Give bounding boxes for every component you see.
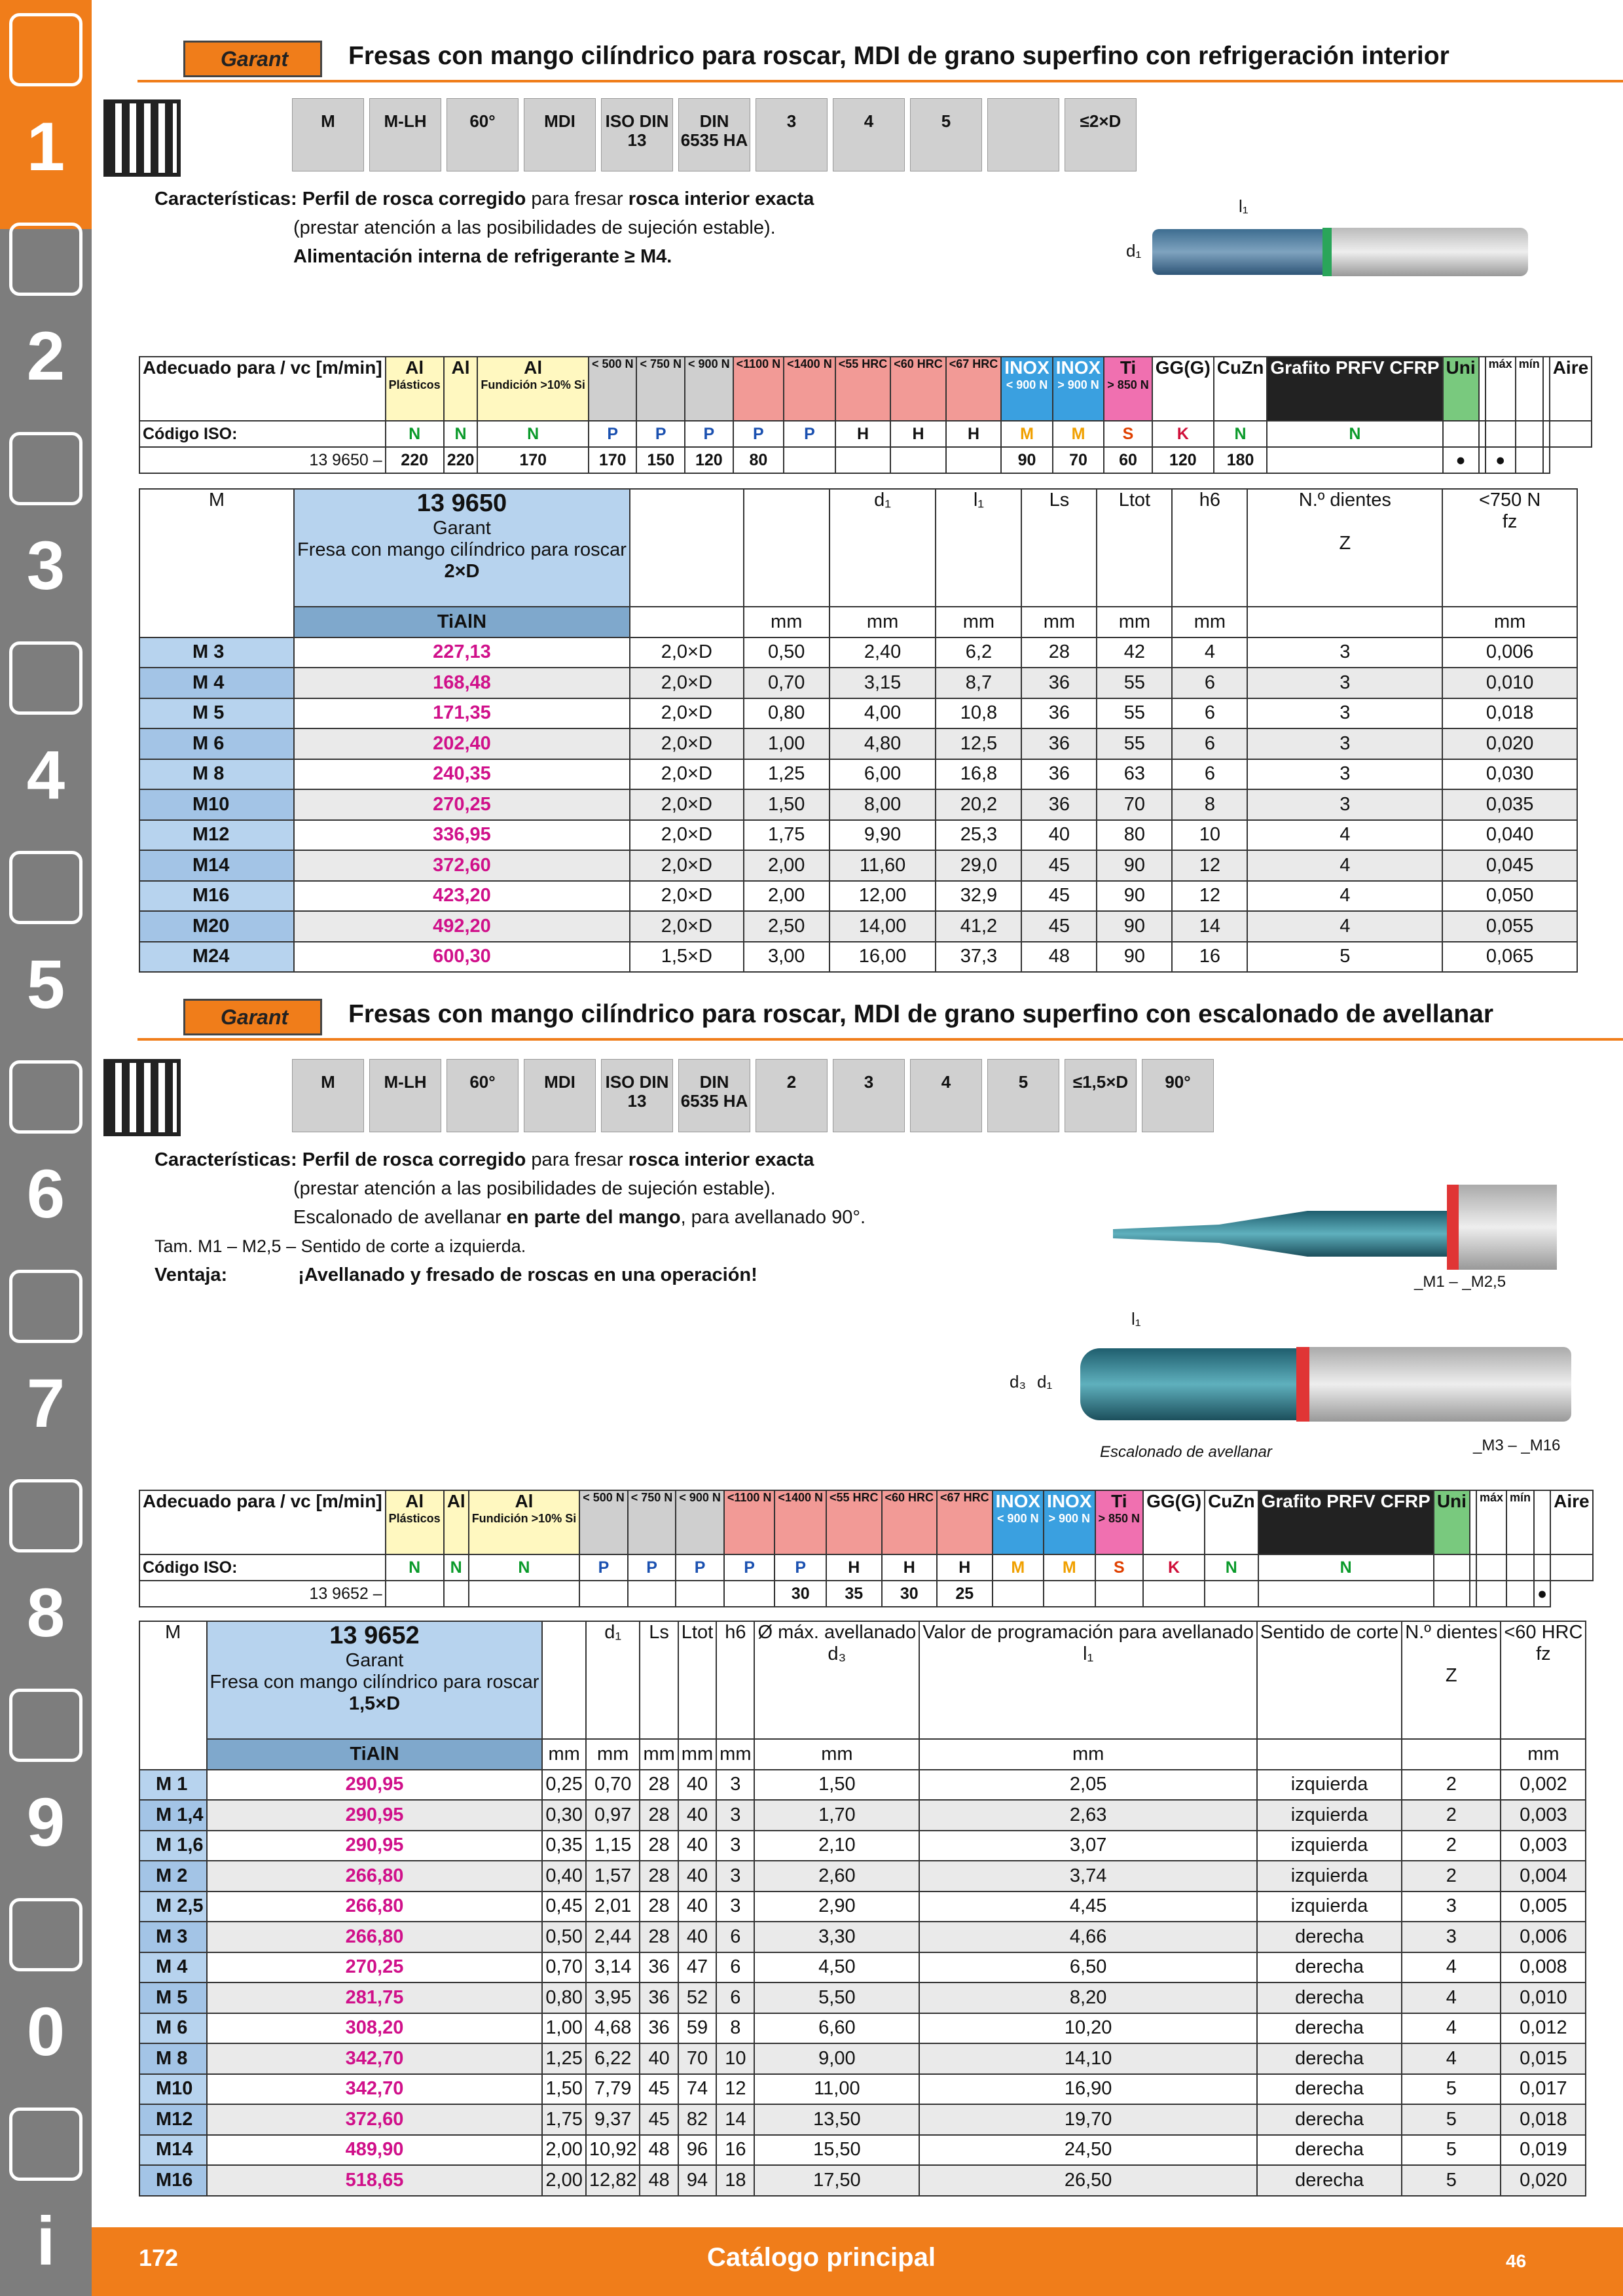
- features-block: Características: Perfil de rosca corregido para fresar rosca interior exacta (prestar atención a las posibilidades de sujeción estable). Escalonado de avellanar en parte del mango, para avellanado 90°. Tam. M1 – M2,5 – Sentido de corte a izquierda. Ventaja: ¡Avellanado y fresado de roscas en una operación!: [155, 1149, 866, 1285]
- table-row: M 5 171,35 2,0×D 0,80 4,00 10,8 36 55 6 3 0,018: [139, 698, 1577, 729]
- property-icon: 60°: [447, 1059, 519, 1132]
- property-icon: 2: [756, 1059, 828, 1132]
- chapter-5-number[interactable]: 5: [26, 946, 65, 1023]
- property-icon: [987, 98, 1059, 171]
- chapter-0-icon[interactable]: [9, 1898, 82, 1971]
- table-row: M 8 240,35 2,0×D 1,25 6,00 16,8 36 63 6 3 0,030: [139, 759, 1577, 790]
- chapter-i-icon[interactable]: [9, 2108, 82, 2181]
- garant-logo: Garant: [183, 999, 322, 1035]
- chapter-1-number[interactable]: 1: [26, 109, 65, 185]
- table-row: M14 489,90 2,00 10,92 48 96 16 15,50 24,50 derecha 5 0,019: [139, 2135, 1586, 2166]
- header-rule: [137, 1038, 1623, 1041]
- table-row: M 6 202,40 2,0×D 1,00 4,80 12,5 36 55 6 3 0,020: [139, 728, 1577, 759]
- chapter-1-icon[interactable]: [9, 13, 82, 86]
- property-icon: 4: [833, 98, 905, 171]
- table-row: M 4 270,25 0,70 3,14 36 47 6 4,50 6,50 derecha 4 0,008: [139, 1952, 1586, 1983]
- table-row: M 1,4 290,95 0,30 0,97 28 40 3 1,70 2,63 izquierda 2 0,003: [139, 1800, 1586, 1831]
- material-table-1: Adecuado para / vc [m/min] Al Plásticos Al Al Fundición >10% Si < 500 N < 750 N < 900 N <1100 N <1400 N <55 HRC <60 HRC <67 HRC INOX < 900 N INOX > 900 N Ti > 850 N GG(G) CuZn Grafito PRFV CFRP Uni máx mín Aire Código ISO: N N N P P P P P H H H M M S K N N 13 9650 – 220 220 170 170 150 120 80 90 70 60 120 180 ● ●: [139, 356, 1592, 474]
- table-row: M 8 342,70 1,25 6,22 40 70 10 9,00 14,10 derecha 4 0,015: [139, 2043, 1586, 2074]
- property-icon: ISO DIN 13: [601, 98, 673, 171]
- chapter-8-number[interactable]: 8: [26, 1575, 65, 1651]
- table-row: M12 372,60 1,75 9,37 45 82 14 13,50 19,70 derecha 5 0,018: [139, 2104, 1586, 2135]
- property-icon: M: [292, 1059, 364, 1132]
- table-row: M10 342,70 1,50 7,79 45 74 12 11,00 16,90 derecha 5 0,017: [139, 2074, 1586, 2105]
- section1-header: [137, 37, 1623, 82]
- chapter-2-icon[interactable]: [9, 223, 82, 296]
- chapter-7-icon[interactable]: [9, 1270, 82, 1343]
- table-row: M 2,5 266,80 0,45 2,01 28 40 3 2,90 4,45 izquierda 3 0,005: [139, 1892, 1586, 1922]
- property-icon: DIN 6535 HA: [678, 1059, 750, 1132]
- property-icon: 90°: [1142, 1059, 1214, 1132]
- chapter-3-icon[interactable]: [9, 432, 82, 505]
- property-icon: MDI: [524, 98, 596, 171]
- table-row: M 2 266,80 0,40 1,57 28 40 3 2,60 3,74 izquierda 2 0,004: [139, 1861, 1586, 1892]
- chapter-6-number[interactable]: 6: [26, 1156, 65, 1232]
- features-block: Características: Perfil de rosca corregido para fresar rosca interior exacta (prestar atención a las posibilidades de sujeción estable). Alimentación interna de refrigerante ≥ M4.: [155, 188, 814, 267]
- property-icon: M-LH: [369, 98, 441, 171]
- table-row: M20 492,20 2,0×D 2,50 14,00 41,2 45 90 14 4 0,055: [139, 911, 1577, 942]
- tool-image-2b: d₃ d₁ l₁ Escalonado de avellanar _M3 – _M16: [1008, 1309, 1623, 1460]
- page-content: [92, 0, 1623, 2296]
- property-icons: [292, 1059, 1214, 1132]
- property-icon: 5: [987, 1059, 1059, 1132]
- qr-code-icon[interactable]: [103, 1059, 181, 1136]
- property-icon: M-LH: [369, 1059, 441, 1132]
- product-table-2: M 13 9652 Garant Fresa con mango cilíndrico para roscar 1,5×D d₁ Ls Ltot h6 Ø máx. avellanado d₃ Valor de programación para avellanado l₁ Sentido de corte N.º dientes Z <60 HRC fz TiAlN mm mm mm mm mm mm mm mm M 1 290,95 0,25 0,70 28 40 3 1,50 2,05 izquierda 2 0,002 M 1,4 290,95 0,30 0,97 28 40 3 1,70 2,63 izquierda 2 0,003 M 1,6 290,95 0,35 1,15 28 40 3 2,10 3,07 izquierda 2 0,003 M 2 266,80 0,40 1,57 28 40 3 2,60 3,74 izquierda 2 0,004 M 2,5 266,80 0,45 2,01 28 40 3 2,90 4,45 izquierda 3 0,005 M 3 266,80 0,50 2,44 28 40 6 3,30 4,66 derecha 3 0,006 M 4 270,25 0,70 3,14 36 47 6 4,50 6,50 derecha 4 0,008 M 5 281,75 0,80 3,95 36 52 6 5,50 8,20 derecha 4 0,010 M 6 308,20 1,00 4,68 36 59 8 6,60 10,20 derecha 4 0,012 M 8 342,70 1,25 6,22 40 70 10 9,00 14,10 derecha 4 0,015 M10 342,70 1,50 7,79 45 74 12 11,00 16,90 derecha 5 0,017 M12 372,60 1,75 9,37 45 82 14 13,50 19,70 derecha 5 0,018 M14 489,90 2,00 10,92 48 96 16 15,50 24,50 derecha 5 0,019 M16 518,65 2,00 12,82 48 94 18 17,50 26,50 derecha 5 0,020: [139, 1621, 1586, 2197]
- chapter-5-icon[interactable]: [9, 851, 82, 924]
- table-row: M12 336,95 2,0×D 1,75 9,90 25,3 40 80 10 4 0,040: [139, 820, 1577, 851]
- table-row: M 5 281,75 0,80 3,95 36 52 6 5,50 8,20 derecha 4 0,010: [139, 1982, 1586, 2013]
- property-icon: 3: [833, 1059, 905, 1132]
- table-row: M 1 290,95 0,25 0,70 28 40 3 1,50 2,05 izquierda 2 0,002: [139, 1770, 1586, 1801]
- catalog-title: Catálogo principal: [707, 2243, 936, 2272]
- qr-code-icon[interactable]: [103, 99, 181, 177]
- property-icon: 5: [910, 98, 982, 171]
- table-row: M24 600,30 1,5×D 3,00 16,00 37,3 48 90 16 5 0,065: [139, 942, 1577, 973]
- section1-title: Fresas con mango cilíndrico para roscar, MDI de grano superfino con refrigeración interior: [348, 42, 1450, 70]
- table-row: M 4 168,48 2,0×D 0,70 3,15 8,7 36 55 6 3 0,010: [139, 668, 1577, 698]
- table-row: M 3 227,13 2,0×D 0,50 2,40 6,2 28 42 4 3 0,006: [139, 637, 1577, 668]
- tool-image-1: d₁ l₁: [1126, 223, 1532, 281]
- property-icon: ISO DIN 13: [601, 1059, 673, 1132]
- header-rule: [137, 80, 1623, 82]
- property-icon: M: [292, 98, 364, 171]
- property-icon: DIN 6535 HA: [678, 98, 750, 171]
- chapter-4-icon[interactable]: [9, 641, 82, 715]
- property-icon: MDI: [524, 1059, 596, 1132]
- chapter-0-number[interactable]: 0: [26, 1994, 65, 2070]
- chapter-2-number[interactable]: 2: [26, 318, 65, 395]
- table-row: M16 423,20 2,0×D 2,00 12,00 32,9 45 90 12 4 0,050: [139, 881, 1577, 912]
- chapter-4-number[interactable]: 4: [26, 737, 65, 814]
- section2-header: [137, 995, 1623, 1041]
- page-number: 172: [139, 2244, 179, 2271]
- footer: [92, 2227, 1623, 2296]
- table-row: M 3 266,80 0,50 2,44 28 40 6 3,30 4,66 derecha 3 0,006: [139, 1922, 1586, 1952]
- property-icon: ≤1,5×D: [1065, 1059, 1137, 1132]
- chapter-3-number[interactable]: 3: [26, 528, 65, 604]
- table-row: M16 518,65 2,00 12,82 48 94 18 17,50 26,50 derecha 5 0,020: [139, 2165, 1586, 2196]
- garant-logo: Garant: [183, 41, 322, 77]
- section2-title: Fresas con mango cilíndrico para roscar, MDI de grano superfino con escalonado de avellanar: [348, 1000, 1494, 1028]
- chapter-8-icon[interactable]: [9, 1479, 82, 1552]
- sheet-number: 46: [1506, 2251, 1527, 2271]
- table-row: M 1,6 290,95 0,35 1,15 28 40 3 2,10 3,07 izquierda 2 0,003: [139, 1831, 1586, 1861]
- tool-image-2a: _M1 – _M2,5: [1100, 1178, 1558, 1289]
- table-row: M 6 308,20 1,00 4,68 36 59 8 6,60 10,20 derecha 4 0,012: [139, 2013, 1586, 2044]
- chapter-7-number[interactable]: 7: [26, 1365, 65, 1442]
- chapter-6-icon[interactable]: [9, 1060, 82, 1134]
- property-icon: 4: [910, 1059, 982, 1132]
- chapter-i-number[interactable]: i: [36, 2203, 56, 2280]
- product-table-1: M 13 9650 Garant Fresa con mango cilíndrico para roscar 2×D d₁ l₁ Ls Ltot h6 N.º dientes Z <750 N fz TiAlN mm mm mm mm mm mm mm M 3 227,13 2,0×D 0,50 2,40 6,2 28 42 4 3 0,006 M 4 168,48 2,0×D 0,70 3,15 8,7 36 55 6 3 0,010 M 5 171,35 2,0×D 0,80 4,00 10,8 36 55 6 3 0,018 M 6 202,40 2,0×D 1,00 4,80 12,5 36 55 6 3 0,020 M 8 240,35 2,0×D 1,25 6,00 16,8 36 63 6 3 0,030 M10 270,25 2,0×D 1,50 8,00 20,2 36 70 8 3 0,035 M12 336,95 2,0×D 1,75 9,90 25,3 40 80 10 4 0,040 M14 372,60 2,0×D 2,00 11,60 29,0 45 90 12 4 0,045 M16 423,20 2,0×D 2,00 12,00 32,9 45 90 12 4 0,050 M20 492,20 2,0×D 2,50 14,00 41,2 45 90 14 4 0,055 M24 600,30 1,5×D 3,00 16,00 37,3 48 90 16 5 0,065: [139, 488, 1578, 973]
- chapter-9-number[interactable]: 9: [26, 1784, 65, 1861]
- table-row: M10 270,25 2,0×D 1,50 8,00 20,2 36 70 8 3 0,035: [139, 789, 1577, 820]
- property-icon: 60°: [447, 98, 519, 171]
- property-icons: [292, 98, 1137, 171]
- property-icon: ≤2×D: [1065, 98, 1137, 171]
- chapter-9-icon[interactable]: [9, 1689, 82, 1762]
- chapter-sidebar: [0, 0, 92, 2296]
- table-row: M14 372,60 2,0×D 2,00 11,60 29,0 45 90 12 4 0,045: [139, 850, 1577, 881]
- property-icon: 3: [756, 98, 828, 171]
- material-table-2: Adecuado para / vc [m/min] Al Plásticos Al Al Fundición >10% Si < 500 N < 750 N < 900 N <1100 N <1400 N <55 HRC <60 HRC <67 HRC INOX < 900 N INOX > 900 N Ti > 850 N GG(G) CuZn Grafito PRFV CFRP Uni máx mín Aire Código ISO: N N N P P P P P H H H M M S K N N 13 9652 – 30 35 30 25 ●: [139, 1490, 1594, 1607]
